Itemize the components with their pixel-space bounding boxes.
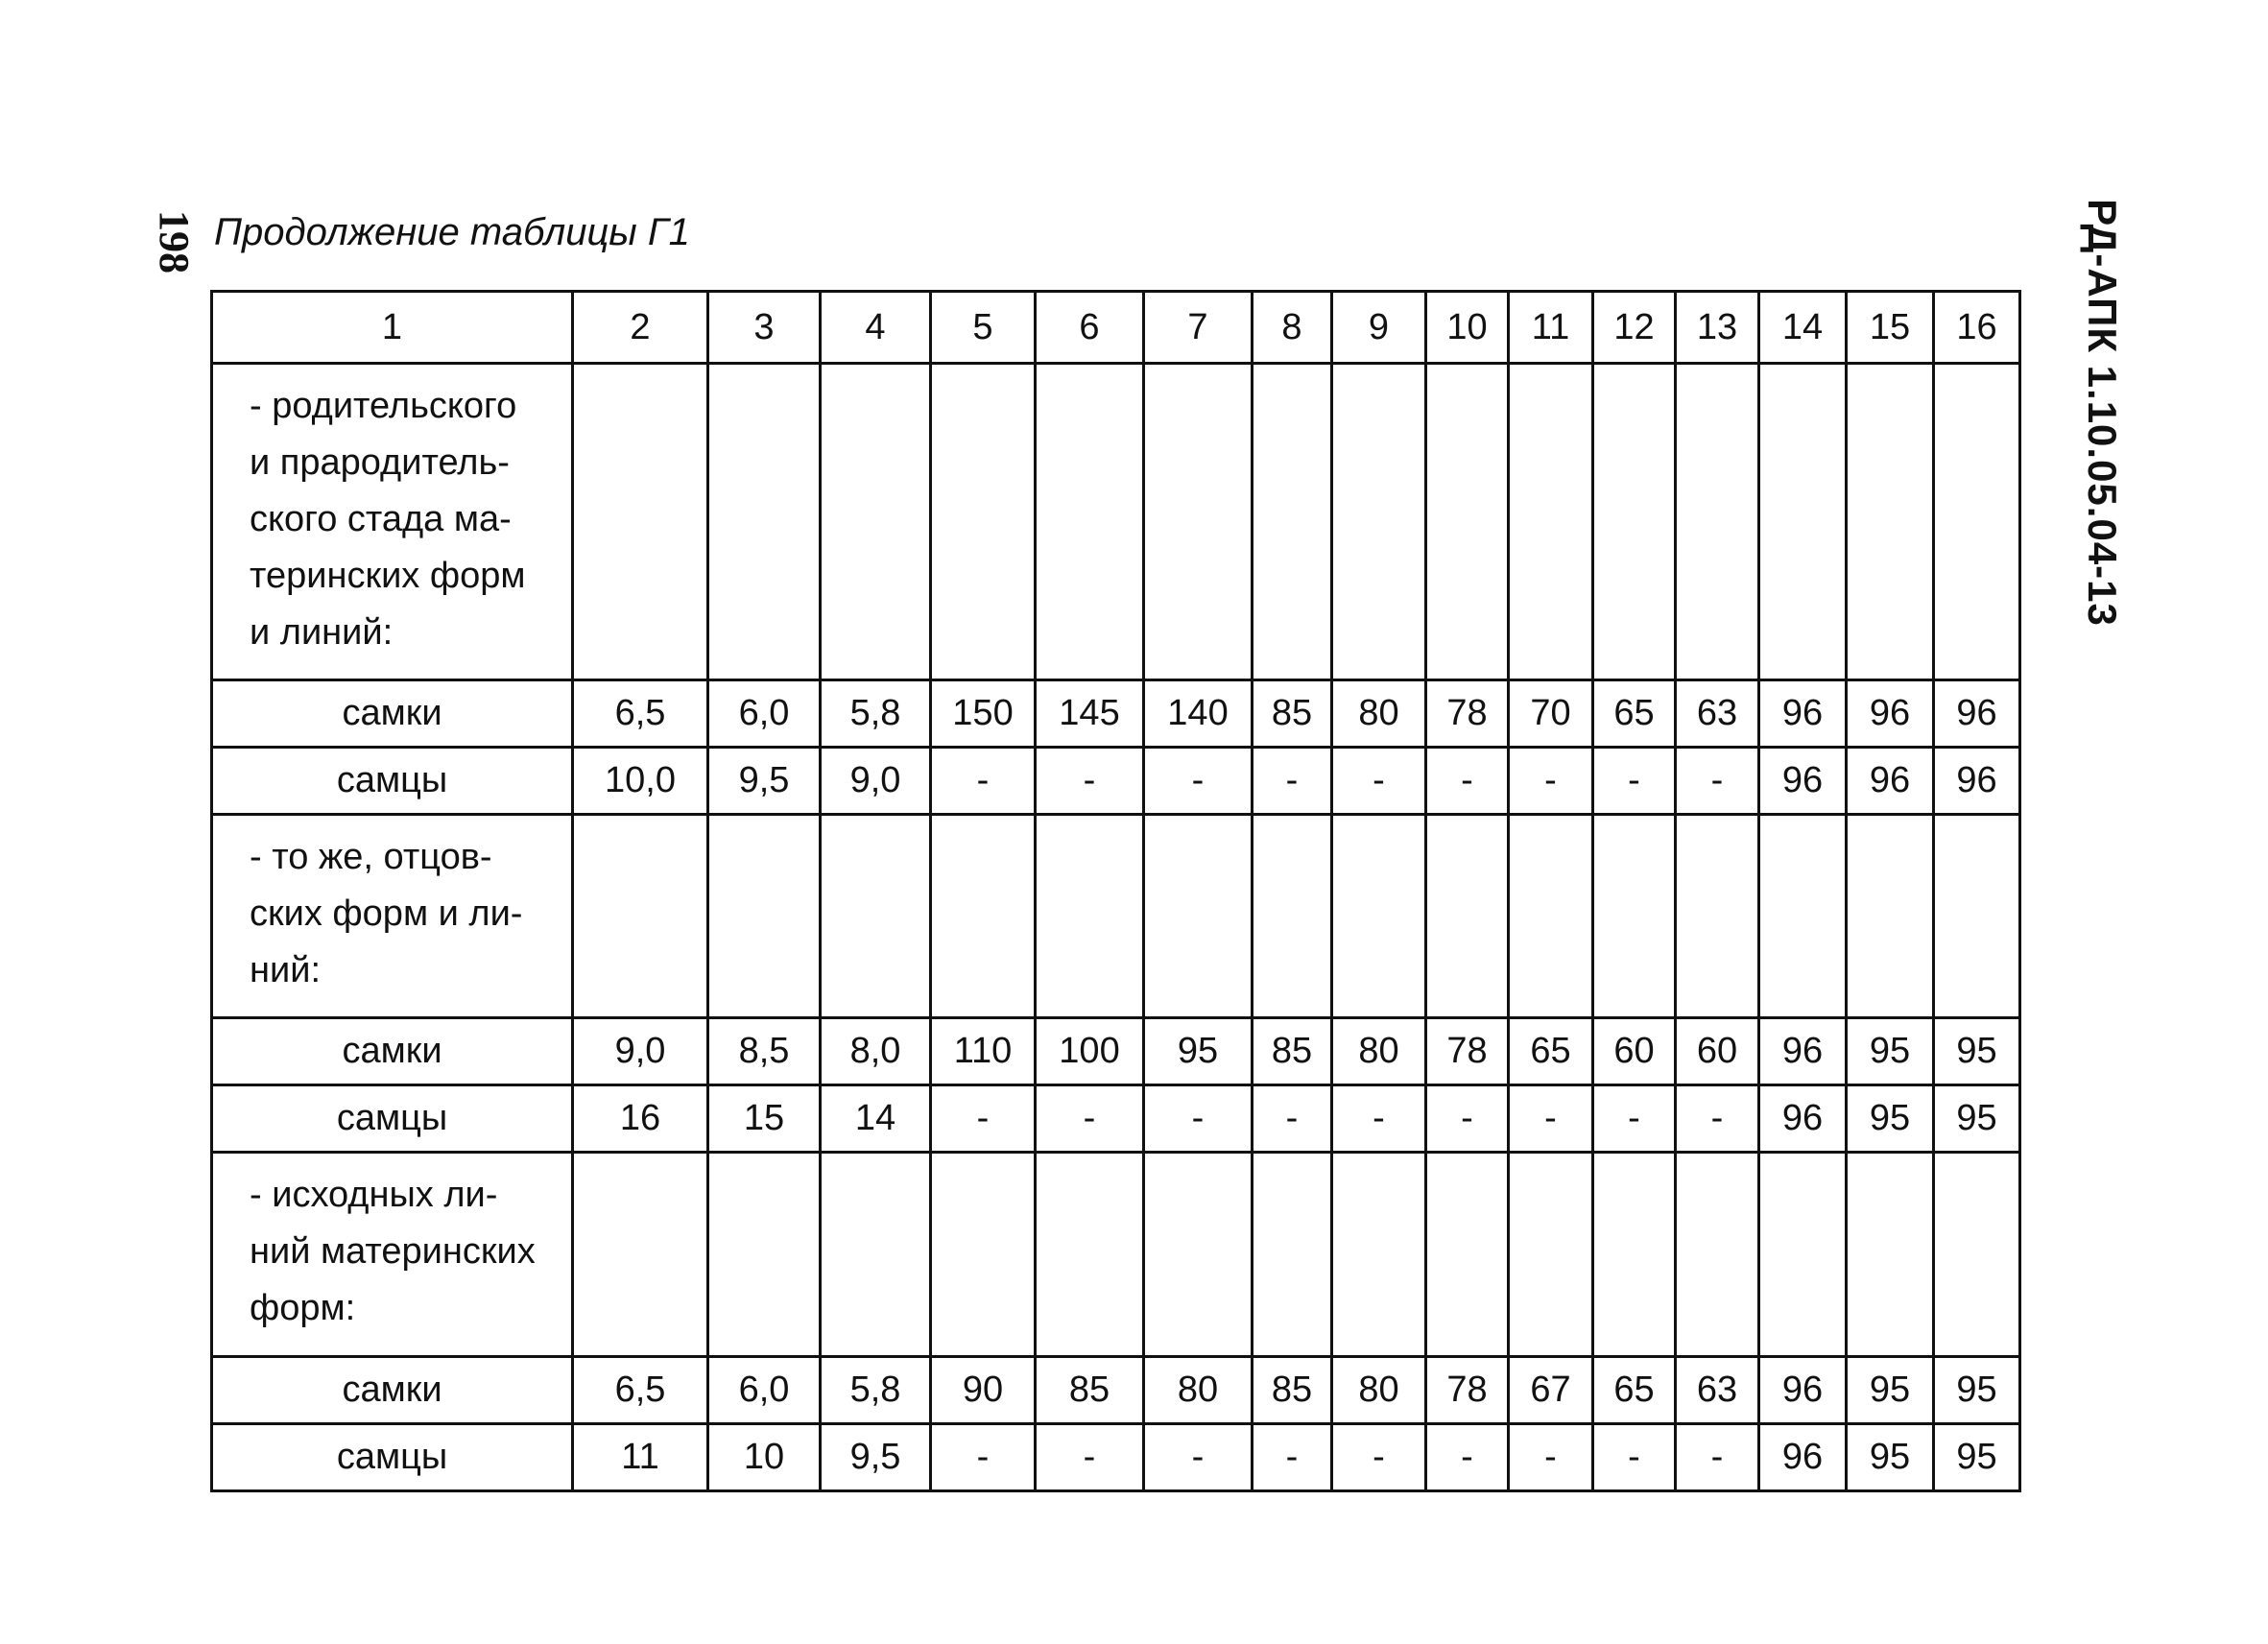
value-cell: 110: [931, 1018, 1036, 1085]
value-cell: 96: [1759, 1018, 1847, 1085]
section-title-line: ний материнских: [250, 1231, 536, 1272]
empty-cell: [1759, 815, 1847, 1018]
value-cell: -: [1144, 1424, 1253, 1491]
value-cell: 95: [1934, 1357, 2020, 1424]
column-header: 10: [1426, 292, 1509, 364]
empty-cell: [1426, 364, 1509, 680]
empty-cell: [1847, 1153, 1934, 1357]
header-row: [212, 292, 2020, 364]
value-cell: 85: [1253, 680, 1332, 748]
value-cell: -: [1253, 748, 1332, 815]
value-cell: 16: [573, 1085, 708, 1153]
row-label: самцы: [212, 748, 573, 815]
value-cell: -: [1332, 748, 1426, 815]
value-cell: 150: [931, 680, 1036, 748]
value-cell: 95: [1144, 1018, 1253, 1085]
value-cell: 78: [1426, 1357, 1509, 1424]
column-header: 2: [573, 292, 708, 364]
empty-cell: [821, 815, 931, 1018]
value-cell: -: [1509, 1085, 1593, 1153]
value-cell: 95: [1934, 1424, 2020, 1491]
value-cell: -: [1509, 748, 1593, 815]
section-title-line: ских форм и ли-: [250, 893, 523, 934]
column-header: 12: [1593, 292, 1676, 364]
value-cell: -: [1144, 1085, 1253, 1153]
empty-cell: [1847, 364, 1934, 680]
column-header: 4: [821, 292, 931, 364]
value-cell: 95: [1847, 1018, 1934, 1085]
value-cell: 9,0: [573, 1018, 708, 1085]
empty-cell: [1509, 364, 1593, 680]
empty-cell: [1426, 1153, 1509, 1357]
value-cell: 96: [1759, 1424, 1847, 1491]
table-row: [212, 748, 2020, 815]
value-cell: 67: [1509, 1357, 1593, 1424]
value-cell: 80: [1144, 1357, 1253, 1424]
empty-cell: [1253, 815, 1332, 1018]
empty-cell: [1593, 815, 1676, 1018]
value-cell: 9,5: [821, 1424, 931, 1491]
empty-cell: [1759, 364, 1847, 680]
column-header: 15: [1847, 292, 1934, 364]
value-cell: 96: [1934, 748, 2020, 815]
value-cell: 96: [1847, 680, 1934, 748]
empty-cell: [573, 815, 708, 1018]
section-title-line: - родительского: [250, 386, 517, 426]
section-title: [212, 815, 573, 1018]
value-cell: 96: [1759, 680, 1847, 748]
row-label: самцы: [212, 1424, 573, 1491]
column-header: 8: [1253, 292, 1332, 364]
value-cell: 60: [1593, 1018, 1676, 1085]
value-cell: -: [1593, 1085, 1676, 1153]
section-title-line: форм:: [250, 1288, 356, 1328]
table-row: [212, 680, 2020, 748]
value-cell: 96: [1759, 748, 1847, 815]
empty-cell: [708, 1153, 821, 1357]
value-cell: 78: [1426, 680, 1509, 748]
value-cell: -: [1426, 1085, 1509, 1153]
empty-cell: [1593, 1153, 1676, 1357]
empty-cell: [708, 815, 821, 1018]
value-cell: 65: [1593, 680, 1676, 748]
column-header: 7: [1144, 292, 1253, 364]
value-cell: 95: [1847, 1357, 1934, 1424]
value-cell: 80: [1332, 1018, 1426, 1085]
empty-cell: [1036, 815, 1144, 1018]
value-cell: 96: [1759, 1085, 1847, 1153]
empty-cell: [1036, 364, 1144, 680]
empty-cell: [931, 815, 1036, 1018]
section-title-line: и линий:: [250, 612, 394, 653]
empty-cell: [1934, 364, 2020, 680]
value-cell: 140: [1144, 680, 1253, 748]
column-header: 6: [1036, 292, 1144, 364]
row-label: самки: [212, 1018, 573, 1085]
value-cell: 14: [821, 1085, 931, 1153]
value-cell: -: [1676, 1424, 1759, 1491]
section-row: [212, 364, 2020, 680]
section-title-line: и прародитель-: [250, 442, 510, 483]
column-header: 11: [1509, 292, 1593, 364]
value-cell: -: [1509, 1424, 1593, 1491]
empty-cell: [1676, 1153, 1759, 1357]
section-title: [212, 1153, 573, 1357]
value-cell: 5,8: [821, 1357, 931, 1424]
column-header: 3: [708, 292, 821, 364]
value-cell: -: [1676, 748, 1759, 815]
empty-cell: [1676, 364, 1759, 680]
empty-cell: [1759, 1153, 1847, 1357]
value-cell: -: [1593, 1424, 1676, 1491]
table-body: [212, 292, 2020, 1491]
value-cell: 95: [1934, 1085, 2020, 1153]
empty-cell: [821, 1153, 931, 1357]
value-cell: 85: [1253, 1357, 1332, 1424]
value-cell: -: [931, 748, 1036, 815]
empty-cell: [1253, 364, 1332, 680]
empty-cell: [1144, 364, 1253, 680]
empty-cell: [931, 1153, 1036, 1357]
table-row: [212, 1018, 2020, 1085]
value-cell: 85: [1253, 1018, 1332, 1085]
value-cell: -: [1676, 1085, 1759, 1153]
empty-cell: [1036, 1153, 1144, 1357]
value-cell: -: [1426, 1424, 1509, 1491]
value-cell: 6,5: [573, 680, 708, 748]
value-cell: 15: [708, 1085, 821, 1153]
value-cell: 70: [1509, 680, 1593, 748]
section-title-line: ний:: [250, 950, 321, 990]
section-title-line: - то же, отцов-: [250, 837, 492, 877]
value-cell: -: [1036, 748, 1144, 815]
data-table: [210, 290, 2021, 1492]
column-header: 9: [1332, 292, 1426, 364]
value-cell: 9,0: [821, 748, 931, 815]
value-cell: -: [1036, 1085, 1144, 1153]
column-header: 5: [931, 292, 1036, 364]
value-cell: 85: [1036, 1357, 1144, 1424]
value-cell: 96: [1934, 680, 2020, 748]
value-cell: 65: [1509, 1018, 1593, 1085]
row-label: самцы: [212, 1085, 573, 1153]
section-title: [212, 364, 573, 680]
empty-cell: [1934, 1153, 2020, 1357]
row-label: самки: [212, 680, 573, 748]
empty-cell: [1144, 815, 1253, 1018]
table-row: [212, 1357, 2020, 1424]
value-cell: -: [931, 1085, 1036, 1153]
value-cell: 96: [1759, 1357, 1847, 1424]
table-row: [212, 1424, 2020, 1491]
value-cell: 78: [1426, 1018, 1509, 1085]
section-row: [212, 1153, 2020, 1357]
column-header: 14: [1759, 292, 1847, 364]
empty-cell: [1332, 815, 1426, 1018]
section-title-line: - исходных ли-: [250, 1175, 498, 1215]
column-header: 16: [1934, 292, 2020, 364]
page-number: 198: [151, 210, 199, 274]
value-cell: 95: [1847, 1424, 1934, 1491]
table-row: [212, 1085, 2020, 1153]
document-code-text: РД-АПК 1.10.05.04-13: [2080, 199, 2125, 627]
empty-cell: [1509, 1153, 1593, 1357]
empty-cell: [1509, 815, 1593, 1018]
empty-cell: [821, 364, 931, 680]
value-cell: 6,0: [708, 1357, 821, 1424]
value-cell: 90: [931, 1357, 1036, 1424]
value-cell: -: [1593, 748, 1676, 815]
empty-cell: [1144, 1153, 1253, 1357]
value-cell: 10,0: [573, 748, 708, 815]
value-cell: 145: [1036, 680, 1144, 748]
value-cell: -: [1144, 748, 1253, 815]
value-cell: 5,8: [821, 680, 931, 748]
value-cell: 80: [1332, 680, 1426, 748]
value-cell: 63: [1676, 680, 1759, 748]
value-cell: 95: [1934, 1018, 2020, 1085]
value-cell: 8,0: [821, 1018, 931, 1085]
value-cell: 10: [708, 1424, 821, 1491]
value-cell: 100: [1036, 1018, 1144, 1085]
value-cell: 63: [1676, 1357, 1759, 1424]
section-title-line: теринских форм: [250, 556, 526, 596]
empty-cell: [1332, 364, 1426, 680]
empty-cell: [1332, 1153, 1426, 1357]
value-cell: 80: [1332, 1357, 1426, 1424]
empty-cell: [573, 364, 708, 680]
value-cell: 8,5: [708, 1018, 821, 1085]
empty-cell: [931, 364, 1036, 680]
value-cell: -: [1332, 1085, 1426, 1153]
section-row: [212, 815, 2020, 1018]
value-cell: -: [1036, 1424, 1144, 1491]
table-caption: Продолжение таблицы Г1: [214, 211, 690, 253]
value-cell: 65: [1593, 1357, 1676, 1424]
empty-cell: [573, 1153, 708, 1357]
value-cell: 60: [1676, 1018, 1759, 1085]
row-label: самки: [212, 1357, 573, 1424]
column-header: 13: [1676, 292, 1759, 364]
empty-cell: [1934, 815, 2020, 1018]
empty-cell: [1593, 364, 1676, 680]
value-cell: 96: [1847, 748, 1934, 815]
value-cell: 9,5: [708, 748, 821, 815]
value-cell: 11: [573, 1424, 708, 1491]
value-cell: -: [1253, 1424, 1332, 1491]
section-title-line: ского стада ма-: [250, 499, 512, 539]
column-header: 1: [212, 292, 573, 364]
value-cell: -: [1332, 1424, 1426, 1491]
empty-cell: [1847, 815, 1934, 1018]
empty-cell: [1426, 815, 1509, 1018]
empty-cell: [1253, 1153, 1332, 1357]
value-cell: 6,5: [573, 1357, 708, 1424]
value-cell: -: [1426, 748, 1509, 815]
value-cell: -: [931, 1424, 1036, 1491]
value-cell: -: [1253, 1085, 1332, 1153]
value-cell: 95: [1847, 1085, 1934, 1153]
empty-cell: [1676, 815, 1759, 1018]
empty-cell: [708, 364, 821, 680]
value-cell: 6,0: [708, 680, 821, 748]
